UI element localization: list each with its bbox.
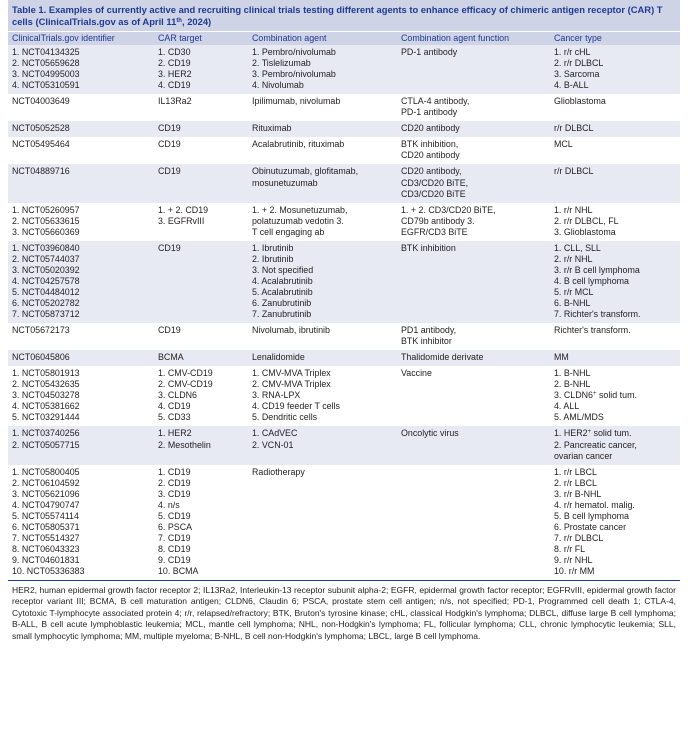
car-target-cell xyxy=(154,164,248,202)
cell-line: 3. Pembro/nivolumab xyxy=(252,69,336,80)
cell-line: 7. NCT05514327 xyxy=(12,532,80,543)
cell-line: Rituximab xyxy=(252,123,292,134)
cell-line: 4. CD19 xyxy=(158,401,191,412)
cell-line: 5. CD33 xyxy=(158,412,191,423)
table-row xyxy=(8,164,680,202)
combination-agent-cell xyxy=(248,426,397,464)
caption-tail: , 2024) xyxy=(181,15,212,27)
cell-line: 1. NCT05801913 xyxy=(12,368,80,379)
caption-text: Examples of currently active and recruiting clinical trials testing different agents to enhance efficacy of chimeric antigen receptor (CAR) T cells (ClinicalTrials.gov as of April 11 xyxy=(12,4,663,27)
cell-line: 1. + 2. CD3/CD20 BiTE, xyxy=(401,204,496,215)
cell-line: 2. NCT05432635 xyxy=(12,379,80,390)
cell-line: 4. B cell lymphoma xyxy=(554,275,629,286)
cancer-type-cell xyxy=(550,323,680,350)
cell-line: 5. B cell lymphoma xyxy=(554,510,629,521)
cell-line: NCT05052528 xyxy=(12,123,70,134)
cell-line: 3. r/r B-NHL xyxy=(554,488,602,499)
table-row xyxy=(8,241,680,323)
cell-line: 1. r/r cHL xyxy=(554,47,591,58)
agent-function-cell xyxy=(397,426,550,464)
combination-agent-cell xyxy=(248,121,397,137)
cell-line: 9. NCT04601831 xyxy=(12,554,80,565)
identifier-cell xyxy=(8,164,154,202)
combination-agent-cell xyxy=(248,94,397,121)
cancer-type-cell xyxy=(550,164,680,202)
cell-line: 7. CD19 xyxy=(158,532,191,543)
cell-line: 2. NCT06104592 xyxy=(12,477,80,488)
cell-line: 2. NCT05659628 xyxy=(12,58,80,69)
cell-line: 1. + 2. Mosunetuzumab, xyxy=(252,204,348,215)
cell-line: MCL xyxy=(554,139,573,150)
cell-line: 3. CD19 xyxy=(158,488,191,499)
cell-line: 2. r/r DLBCL, FL xyxy=(554,215,619,226)
table-row xyxy=(8,366,680,426)
table-footnote: HER2, human epidermal growth factor receptor 2; IL13Ra2, Interleukin-13 receptor subunit alpha-2; EGFR, epidermal growth factor receptor; EGFRvIII, epidermal growth factor receptor variant III; BCMA, B cell maturation antigen; CLDN6, Claudin 6; PSCA, prostate stem cell antigen; n/s, not specified; PD-1, Programmed cell death 1; CTLA-4, Cytotoxic T-lymphocyte associated protein 4; r/r, relapsed/refractory; BTK, Bruton's tyrosine kinase; cHL, classical Hodgkin's lymphoma; DLBCL, diffuse large B cell lymphoma; B-ALL, B cell acute lymphoblastic leukemia; MCL, mantle cell lymphoma; NHL, non-Hodgkin's lymphoma; FL, follicular lymphoma; CLL, chronic lymphocytic leukemia; SLL, small lymphocytic lymphoma; MM, multiple myeloma; B-NHL, B cell non-Hodgkin's lymphoma; LBCL, large B cell lymphoma. xyxy=(8,580,680,642)
cell-line: 2. Tislelizumab xyxy=(252,58,311,69)
cell-line: BCMA xyxy=(158,352,184,363)
cell-line: 1. CLL, SLL xyxy=(554,242,601,253)
cell-line: Obinutuzumab, glofitamab, xyxy=(252,166,359,177)
cell-line: EGFR/CD3 BiTE xyxy=(401,226,468,237)
cell-line: 4. NCT05310591 xyxy=(12,80,80,91)
cell-line: 6. NCT05805371 xyxy=(12,521,80,532)
cell-line: NCT04003649 xyxy=(12,96,70,107)
cancer-type-cell xyxy=(550,45,680,94)
identifier-cell xyxy=(8,350,154,366)
car-target-cell xyxy=(154,350,248,366)
cell-line: 4. NCT04257578 xyxy=(12,275,80,286)
cell-line: polatuzumab vedotin 3. xyxy=(252,215,344,226)
cell-line: 6. Zanubrutinib xyxy=(252,297,312,308)
agent-function-cell xyxy=(397,121,550,137)
cell-line: Acalabrutinib, rituximab xyxy=(252,139,345,150)
cell-line: Radiotherapy xyxy=(252,466,305,477)
cell-line: 5. Dendritic cells xyxy=(252,412,318,423)
car-target-cell xyxy=(154,45,248,94)
cell-line: NCT04889716 xyxy=(12,166,70,177)
combination-agent-cell xyxy=(248,350,397,366)
cell-line: 3. r/r B cell lymphoma xyxy=(554,264,640,275)
cell-line: 5. NCT03291444 xyxy=(12,412,80,423)
car-target-cell xyxy=(154,241,248,323)
cell-line: NCT06045806 xyxy=(12,352,70,363)
cancer-type-cell xyxy=(550,241,680,323)
cell-line: 1. NCT03740256 xyxy=(12,428,80,439)
combination-agent-cell xyxy=(248,137,397,164)
cell-line: 8. NCT06043323 xyxy=(12,543,80,554)
cell-line: 4. CD19 feeder T cells xyxy=(252,401,340,412)
table-row xyxy=(8,426,680,464)
agent-function-cell xyxy=(397,241,550,323)
header-cancer-type: Cancer type xyxy=(550,32,680,46)
cell-line: 6. NCT05202782 xyxy=(12,297,80,308)
cell-line: 2. r/r NHL xyxy=(554,253,593,264)
cell-line: Vaccine xyxy=(401,368,432,379)
cell-line: 2. r/r LBCL xyxy=(554,477,597,488)
cell-line: 3. Glioblastoma xyxy=(554,226,616,237)
table-body xyxy=(8,45,680,580)
table-row xyxy=(8,350,680,366)
car-target-cell xyxy=(154,366,248,426)
cell-line: CD79b antibody 3. xyxy=(401,215,475,226)
car-target-cell xyxy=(154,203,248,241)
combination-agent-cell xyxy=(248,45,397,94)
table-row xyxy=(8,203,680,241)
cell-line: CD20 antibody, xyxy=(401,166,462,177)
agent-function-cell xyxy=(397,94,550,121)
cell-line: 1. B-NHL xyxy=(554,368,591,379)
combination-agent-cell xyxy=(248,366,397,426)
car-target-cell xyxy=(154,465,248,580)
agent-function-cell xyxy=(397,164,550,202)
cancer-type-cell xyxy=(550,121,680,137)
table-row xyxy=(8,121,680,137)
cell-line: IL13Ra2 xyxy=(158,96,192,107)
cell-line: 1. + 2. CD19 xyxy=(158,204,209,215)
cell-line: Richter's transform. xyxy=(554,325,631,336)
cell-line: 3. NCT04503278 xyxy=(12,390,80,401)
table-row xyxy=(8,137,680,164)
cell-line: CD19 xyxy=(158,242,181,253)
cell-line: 5. NCT05574114 xyxy=(12,510,79,521)
cell-line: PD-1 antibody xyxy=(401,47,458,58)
cell-line: 8. r/r FL xyxy=(554,543,586,554)
cell-line: 2. Ibrutinib xyxy=(252,253,294,264)
table-row xyxy=(8,465,680,580)
header-combination-agent: Combination agent xyxy=(248,32,397,46)
cell-line: 2. r/r DLBCL xyxy=(554,58,604,69)
cell-line: 2. NCT05633615 xyxy=(12,215,80,226)
agent-function-cell xyxy=(397,137,550,164)
cell-line: 3. NCT05020392 xyxy=(12,264,80,275)
cell-line: 2. NCT05057715 xyxy=(12,439,80,450)
agent-function-cell xyxy=(397,366,550,426)
cell-line: CTLA-4 antibody, xyxy=(401,96,470,107)
cell-line: 7. r/r DLBCL xyxy=(554,532,604,543)
cell-line: 2. CD19 xyxy=(158,477,191,488)
cell-line: Glioblastoma xyxy=(554,96,606,107)
cell-line: PD-1 antibody xyxy=(401,107,458,118)
cell-line: 10. BCMA xyxy=(158,566,199,577)
cell-line: 1. NCT05260957 xyxy=(12,204,80,215)
cell-line: CD20 antibody xyxy=(401,150,460,161)
cell-line: 3. Not specified xyxy=(252,264,314,275)
cell-line: 3. CLDN6 xyxy=(158,390,197,401)
cell-line: ovarian cancer xyxy=(554,450,613,461)
cell-line: 5. CD19 xyxy=(158,510,191,521)
caption-sup: th xyxy=(176,17,182,24)
cell-line: 3. NCT05660369 xyxy=(12,226,80,237)
identifier-cell xyxy=(8,45,154,94)
cell-line: 10. NCT05336383 xyxy=(12,566,85,577)
combination-agent-cell xyxy=(248,203,397,241)
identifier-cell xyxy=(8,323,154,350)
cell-line: 5. r/r MCL xyxy=(554,286,594,297)
cell-line: NCT05495464 xyxy=(12,139,70,150)
cell-line: 10. r/r MM xyxy=(554,566,595,577)
table-figure xyxy=(8,0,680,642)
cell-line: 6. B-NHL xyxy=(554,297,591,308)
cell-line: 1. NCT05800405 xyxy=(12,466,80,477)
cell-line: 3. EGFRvIII xyxy=(158,215,205,226)
cell-line: 2. CMV-CD19 xyxy=(158,379,213,390)
cell-line: BTK inhibition xyxy=(401,242,456,253)
combination-agent-cell xyxy=(248,465,397,580)
agent-function-cell xyxy=(397,203,550,241)
cell-line: 1. CMV-MVA Triplex xyxy=(252,368,331,379)
cell-line: 1. CAdVEC xyxy=(252,428,298,439)
identifier-cell xyxy=(8,465,154,580)
agent-function-cell xyxy=(397,465,550,580)
cell-line: 3. NCT05621096 xyxy=(12,488,80,499)
cell-line: CD19 xyxy=(158,166,181,177)
cell-line: r/r DLBCL xyxy=(554,166,594,177)
cell-line: BTK inhibitor xyxy=(401,336,452,347)
cancer-type-cell xyxy=(550,94,680,121)
combination-agent-cell xyxy=(248,241,397,323)
cell-line: Lenalidomide xyxy=(252,352,305,363)
cell-line: 7. NCT05873712 xyxy=(12,309,80,320)
identifier-cell xyxy=(8,203,154,241)
cell-line: 1. CMV-CD19 xyxy=(158,368,213,379)
caption-label: Table 1. xyxy=(12,4,47,15)
cell-line: 4. NCT05381662 xyxy=(12,401,80,412)
cell-line: 4. Acalabrutinib xyxy=(252,275,313,286)
identifier-cell xyxy=(8,94,154,121)
cell-line: CD19 xyxy=(158,123,181,134)
cell-line: 4. n/s xyxy=(158,499,180,510)
cell-line: 4. Nivolumab xyxy=(252,80,304,91)
header-car-target: CAR target xyxy=(154,32,248,46)
identifier-cell xyxy=(8,366,154,426)
cell-line: 1. HER2+ solid tum. xyxy=(554,428,632,439)
car-target-cell xyxy=(154,137,248,164)
cell-line: 8. CD19 xyxy=(158,543,191,554)
table-row xyxy=(8,323,680,350)
cell-line: 1. Ibrutinib xyxy=(252,242,294,253)
table-row xyxy=(8,45,680,94)
cell-line: 4. CD19 xyxy=(158,80,191,91)
cell-line: 2. B-NHL xyxy=(554,379,591,390)
cell-line: PD1 antibody, xyxy=(401,325,457,336)
cell-line: 7. Zanubrutinib xyxy=(252,309,312,320)
identifier-cell xyxy=(8,137,154,164)
cell-line: 9. CD19 xyxy=(158,554,191,565)
cancer-type-cell xyxy=(550,350,680,366)
cell-line: 2. CD19 xyxy=(158,58,191,69)
header-row xyxy=(8,32,680,46)
identifier-cell xyxy=(8,241,154,323)
car-target-cell xyxy=(154,121,248,137)
identifier-cell xyxy=(8,121,154,137)
cell-line: CD19 xyxy=(158,325,181,336)
cancer-type-cell xyxy=(550,203,680,241)
cell-line: MM xyxy=(554,352,569,363)
cell-line: CD20 antibody xyxy=(401,123,460,134)
agent-function-cell xyxy=(397,45,550,94)
cell-line: NCT05672173 xyxy=(12,325,70,336)
cell-line: 9. r/r NHL xyxy=(554,554,593,565)
cell-line: 3. CLDN6+ solid tum. xyxy=(554,390,637,401)
cell-line: 1. r/r NHL xyxy=(554,204,593,215)
cell-line: 2. Pancreatic cancer, xyxy=(554,439,637,450)
cell-line: 2. NCT05744037 xyxy=(12,253,80,264)
cell-line: 3. RNA-LPX xyxy=(252,390,301,401)
header-agent-function: Combination agent function xyxy=(397,32,550,46)
car-target-cell xyxy=(154,323,248,350)
car-target-cell xyxy=(154,94,248,121)
cell-line: 1. CD30 xyxy=(158,47,191,58)
cell-line: 6. PSCA xyxy=(158,521,193,532)
combination-agent-cell xyxy=(248,323,397,350)
agent-function-cell xyxy=(397,323,550,350)
agent-function-cell xyxy=(397,350,550,366)
cell-line: 1. NCT03960840 xyxy=(12,242,80,253)
cell-line: 3. HER2 xyxy=(158,69,192,80)
cell-line: CD3/CD20 BiTE xyxy=(401,188,466,199)
table-row xyxy=(8,94,680,121)
cell-line: 1. CD19 xyxy=(158,466,191,477)
cell-line: T cell engaging ab xyxy=(252,226,325,237)
cancer-type-cell xyxy=(550,426,680,464)
cell-line: 3. NCT04995003 xyxy=(12,69,80,80)
cell-line: 2. VCN-01 xyxy=(252,439,294,450)
combination-agent-cell xyxy=(248,164,397,202)
cell-line: 5. AML/MDS xyxy=(554,412,604,423)
cell-line: 4. B-ALL xyxy=(554,80,589,91)
identifier-cell xyxy=(8,426,154,464)
cell-line: Oncolytic virus xyxy=(401,428,459,439)
cell-line: 7. Richter's transform. xyxy=(554,309,641,320)
cancer-type-cell xyxy=(550,465,680,580)
cell-line: 6. Prostate cancer xyxy=(554,521,627,532)
cell-line: 5. Acalabrutinib xyxy=(252,286,313,297)
trials-table xyxy=(8,31,680,580)
car-target-cell xyxy=(154,426,248,464)
cell-line: CD19 xyxy=(158,139,181,150)
cell-line: r/r DLBCL xyxy=(554,123,594,134)
cell-line: mosunetuzumab xyxy=(252,177,318,188)
cell-line: 4. r/r hematol. malig. xyxy=(554,499,635,510)
cell-line: CD3/CD20 BiTE, xyxy=(401,177,469,188)
header-identifier: ClinicalTrials.gov identifier xyxy=(8,32,154,46)
cell-line: 2. CMV-MVA Triplex xyxy=(252,379,331,390)
cell-line: 1. NCT04134325 xyxy=(12,47,80,58)
cell-line: Nivolumab, ibrutinib xyxy=(252,325,330,336)
cell-line: 5. NCT04484012 xyxy=(12,286,80,297)
cell-line: 3. Sarcoma xyxy=(554,69,600,80)
table-caption xyxy=(8,0,680,31)
cancer-type-cell xyxy=(550,366,680,426)
cell-line: 1. HER2 xyxy=(158,428,192,439)
cell-line: BTK inhibition, xyxy=(401,139,459,150)
cell-line: Ipilimumab, nivolumab xyxy=(252,96,341,107)
cell-line: Thalidomide derivate xyxy=(401,352,484,363)
cell-line: 4. NCT04790747 xyxy=(12,499,80,510)
cell-line: 1. r/r LBCL xyxy=(554,466,597,477)
cell-line: 1. Pembro/nivolumab xyxy=(252,47,336,58)
cancer-type-cell xyxy=(550,137,680,164)
cell-line: 4. ALL xyxy=(554,401,580,412)
cell-line: 2. Mesothelin xyxy=(158,439,211,450)
